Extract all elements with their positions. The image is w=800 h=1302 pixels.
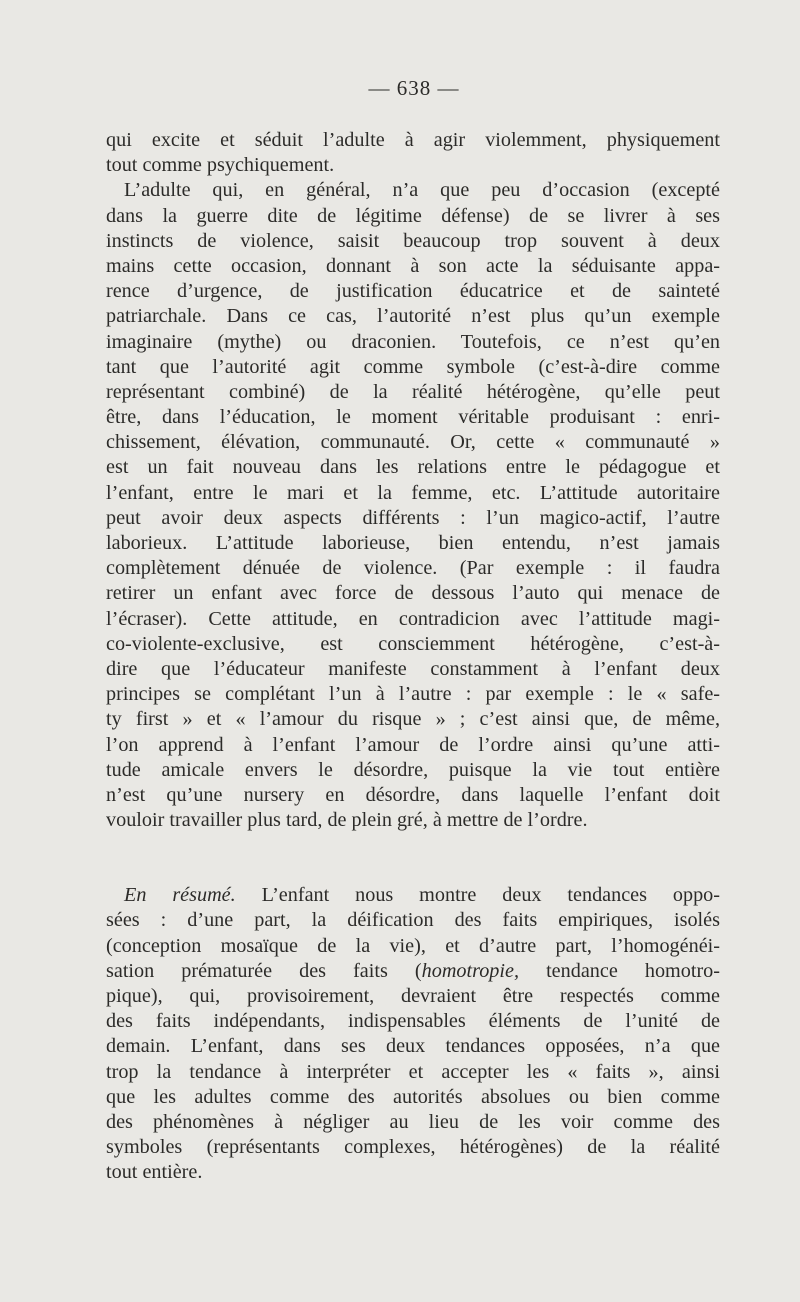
text-line: retirer un enfant avec force de dessous l’auto qui menace de [106, 582, 720, 605]
text-line: est un fait nouveau dans les relations entre le pédagogue et [106, 456, 720, 479]
text-line: rence d’urgence, de justification éducatrice et de sainteté [106, 280, 720, 303]
text-line: demain. L’enfant, dans ses deux tendances opposées, n’a que [106, 1035, 720, 1058]
text-line: l’enfant, entre le mari et la femme, etc. L’attitude autoritaire [106, 481, 720, 504]
text-line: sées : d’une part, la déification des faits empiriques, isolés [106, 909, 720, 932]
paragraph-1 [106, 128, 720, 178]
paragraph-3-summary [106, 883, 720, 1185]
text-line: tude amicale envers le désordre, puisque la vie tout entière [106, 758, 720, 781]
page-number: — 638 — [368, 76, 460, 100]
text-line [106, 959, 720, 984]
text-line: l’on apprend à l’enfant l’amour de l’ordre ainsi qu’une atti- [106, 733, 720, 756]
text-line: complètement dénuée de violence. (Par exemple : il faudra [106, 557, 720, 580]
text-line [106, 883, 720, 908]
text-fragment: L’enfant nous montre deux tendances oppo- [235, 884, 720, 907]
body-text [106, 128, 720, 1186]
text-line: dire que l’éducateur manifeste constamment à l’enfant deux [106, 657, 720, 680]
text-line: laborieux. L’attitude laborieuse, bien entendu, n’est jamais [106, 532, 720, 554]
italic-term: homotropie, [421, 959, 520, 982]
text-line: pique), qui, provisoirement, devraient être respectés comme [106, 985, 720, 1007]
text-line: représentant combiné) de la réalité hétérogène, qu’elle peut [106, 380, 720, 403]
text-line: des faits indépendants, indispensables éléments de l’unité de [106, 1010, 720, 1033]
text-line: que les adultes comme des autorités absolues ou bien comme [106, 1085, 720, 1108]
text-fragment: sation prématurée des faits ( [106, 959, 422, 982]
paragraph-2 [106, 178, 720, 833]
text-line: chissement, élévation, communauté. Or, cette « communauté » [106, 431, 720, 454]
text-line: n’est qu’une nursery en désordre, dans laquelle l’enfant doit [106, 783, 720, 806]
text-line: L’adulte qui, en général, n’a que peu d’occasion (excepté [124, 179, 720, 202]
text-line: tout entière. [106, 1161, 203, 1184]
text-line: co-violente-exclusive, est consciemment hétérogène, c’est-à- [106, 632, 720, 655]
paragraph-gap [106, 833, 720, 883]
text-line: patriarchale. Dans ce cas, l’autorité n’est plus qu’un exemple [106, 305, 720, 328]
text-line: qui excite et séduit l’adulte à agir violemment, physiquement [106, 129, 720, 151]
summary-lead: En résumé. [124, 884, 236, 907]
text-line: peut avoir deux aspects différents : l’un magico-actif, l’autre [106, 506, 720, 529]
text-line: tout comme psychiquement. [106, 154, 335, 177]
text-line: ty first » et « l’amour du risque » ; c’est ainsi que, de même, [106, 708, 720, 731]
text-line: mains cette occasion, donnant à son acte la séduisante appa- [106, 254, 720, 277]
text-line: dans la guerre dite de légitime défense) de se livrer à ses [106, 204, 720, 227]
text-line: symboles (représentants complexes, hétérogènes) de la réalité [106, 1136, 720, 1159]
text-line: principes se complétant l’un à l’autre : par exemple : le « safe- [106, 683, 720, 706]
text-line: tant que l’autorité agit comme symbole (c’est-à-dire comme [106, 355, 720, 378]
text-fragment: tendance homotro- [519, 959, 720, 982]
text-line: (conception mosaïque de la vie), et d’autre part, l’homogénéi- [106, 934, 720, 957]
text-line: des phénomènes à négliger au lieu de les voir comme des [106, 1110, 720, 1133]
text-line: imaginaire (mythe) ou draconien. Toutefois, ce n’est qu’en [106, 330, 720, 353]
text-line: instincts de violence, saisit beaucoup trop souvent à deux [106, 229, 720, 252]
text-line: être, dans l’éducation, le moment véritable produisant : enri- [106, 406, 720, 429]
text-line: vouloir travailler plus tard, de plein gré, à mettre de l’ordre. [106, 809, 588, 832]
text-line: trop la tendance à interpréter et accepter les « faits », ainsi [106, 1060, 720, 1083]
text-line: l’écraser). Cette attitude, en contradicion avec l’attitude magi- [106, 607, 720, 630]
